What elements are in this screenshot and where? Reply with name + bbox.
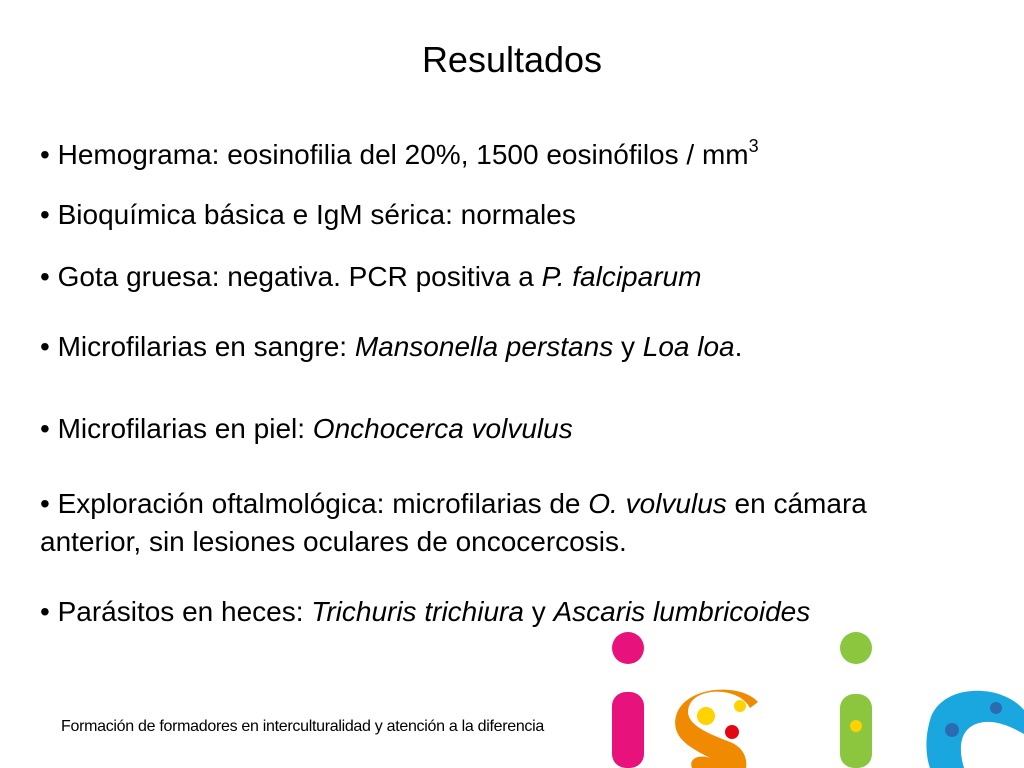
slide-title: Resultados [421,39,603,80]
text-run: . [734,331,743,362]
bullet-marker: • [40,488,58,519]
italic-term: Loa loa [642,331,735,362]
text-run: Microfilarias en sangre: [57,331,355,362]
bullet-hemograma [40,136,970,174]
bullet-marker: • [40,261,58,292]
text-run: Microfilarias en piel: [57,413,313,444]
italic-term: P. falciparum [541,261,702,292]
italic-term: Onchocerca volvulus [312,413,573,444]
italic-term: O. volvulus [588,488,727,519]
bullet-marker: • [40,413,58,444]
bullet-microfilarias-sangre [40,328,970,366]
bullet-gota-gruesa [40,258,970,296]
text-run: Exploración oftalmológica: microfilarias de [57,488,589,519]
bullet-marker: • [40,331,58,362]
logo-i1-stem [612,692,644,768]
bullet-marker: • [40,199,58,230]
logo-s-spot [725,725,739,739]
footer-text: Formación de formadores en interculturalidad y atención a la diferencia [61,718,544,735]
text-run: Hemograma: eosinofilia del 20%, 1500 eosinófilos / mm [57,139,749,170]
text-run: Parásitos en heces: [57,596,312,627]
text-run: y [523,596,554,627]
logo-i1-dot [612,632,644,664]
text-run: Gota gruesa: negativa. PCR positiva a [57,261,542,292]
bullet-marker: • [40,139,58,170]
logo-c-spot [945,723,959,737]
text-run: Bioquímica básica e IgM sérica: normales [57,199,576,230]
italic-term: Mansonella perstans [354,331,614,362]
text-run: y [613,331,643,362]
italic-term: Trichuris trichiura [311,596,524,627]
bullet-exploracion-oftalmologica [40,485,970,561]
logo-i2-spot [850,720,862,732]
logo-s-shape [675,690,758,768]
text-run: en cámara anterior, sin lesiones oculares de oncocercosis. [40,488,867,557]
logo-c-spot [990,702,1002,714]
logo-i2-dot [840,632,872,664]
bullet-microfilarias-piel [40,410,970,448]
bullet-bioquimica [40,196,970,234]
logo-s-spot [734,700,746,712]
bullet-parasitos-heces [40,593,970,631]
bullet-marker: • [40,596,58,627]
logo-s-spot [697,707,715,725]
logo-c-shape [926,691,1024,768]
isic-logo [600,630,1024,768]
superscript: 3 [748,136,759,156]
italic-term: Ascaris lumbricoides [553,596,811,627]
